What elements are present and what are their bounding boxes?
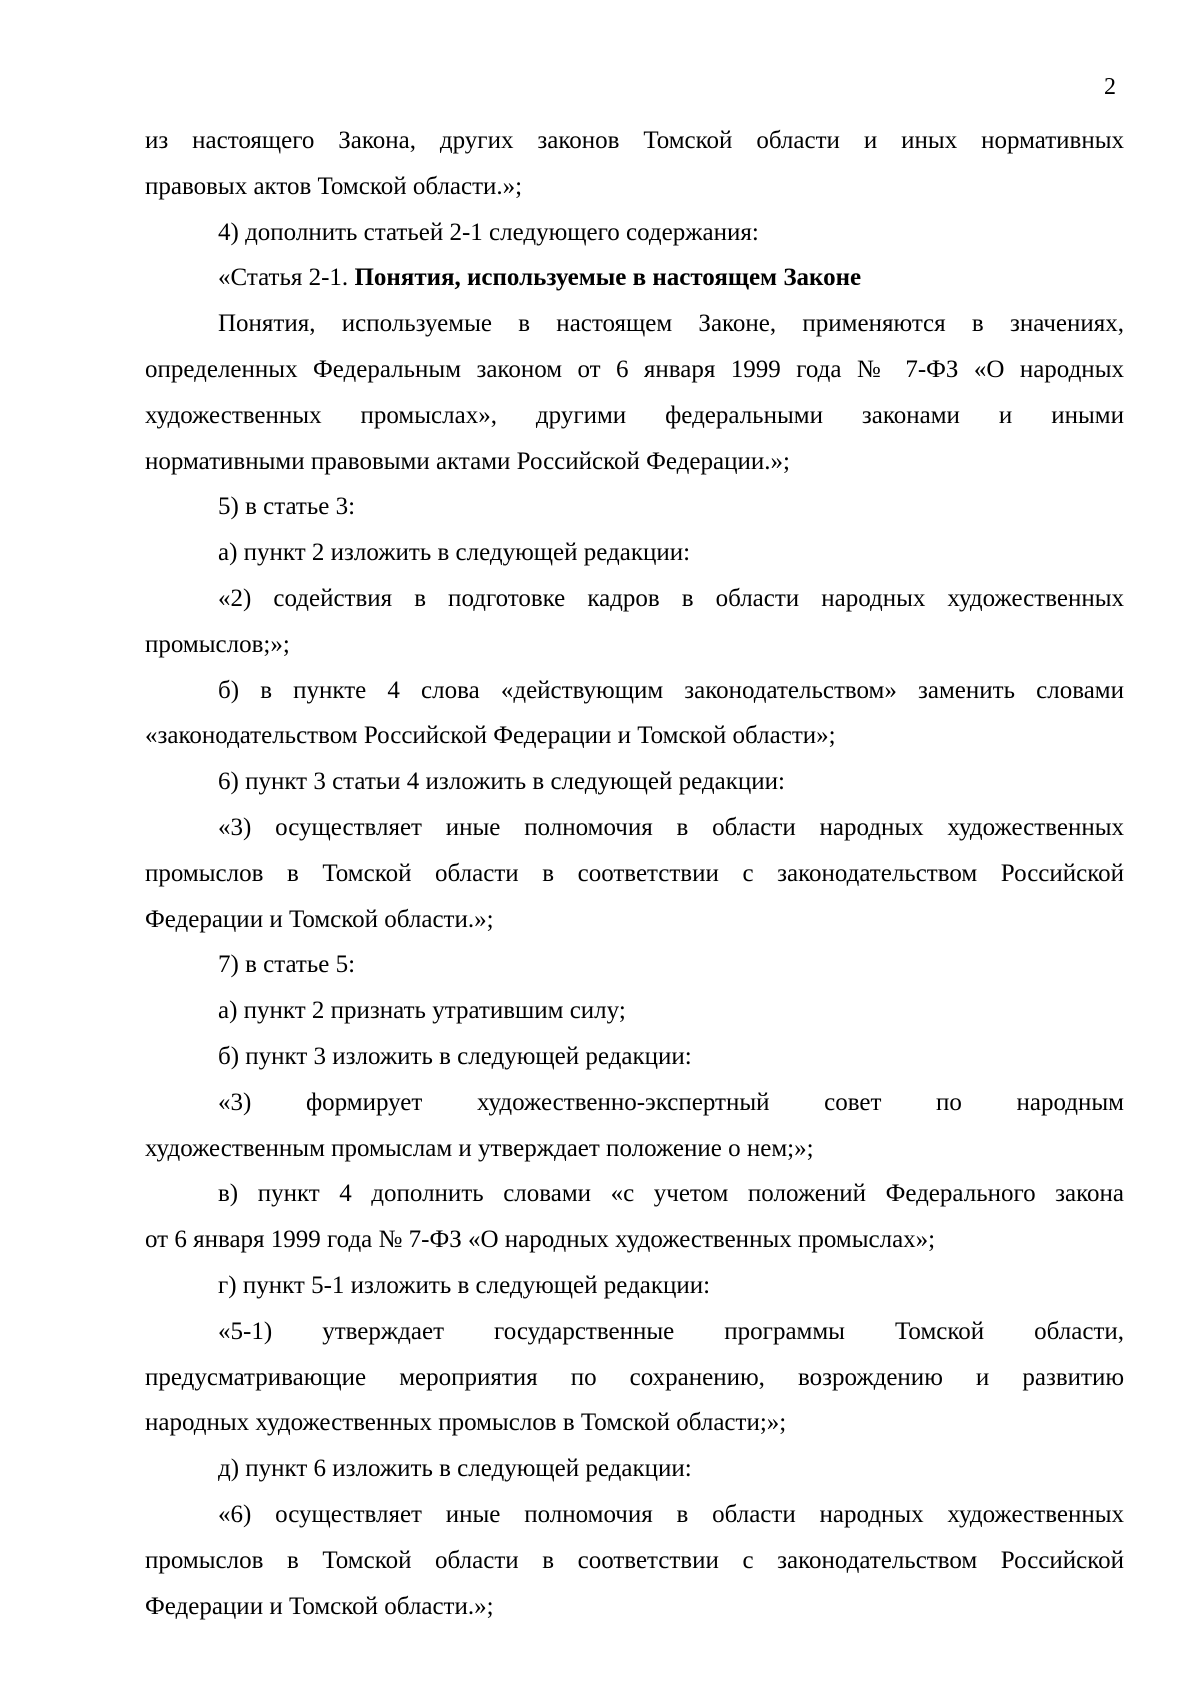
text-line: а) пункт 2 признать утратившим силу; [218, 997, 626, 1025]
text-line: художественных промыслах», другими федеральными законами и иными [145, 401, 1124, 429]
document-body [145, 118, 1124, 1629]
text-line: из настоящего Закона, других законов Томской области и иных нормативных [145, 127, 1124, 154]
text-line: «6) осуществляет иные полномочия в области народных художественных [218, 1500, 1124, 1528]
text-line: д) пункт 6 изложить в следующей редакции: [218, 1455, 692, 1483]
text-line: 7) в статье 5: [218, 951, 356, 979]
text-line: промыслов в Томской области в соответствии с законодательством Российской [145, 1546, 1124, 1574]
text-line: 4) дополнить статьей 2-1 следующего содержания: [218, 218, 759, 246]
text-line: «2) содействия в подготовке кадров в области народных художественных [218, 584, 1124, 612]
text-line: 5) в статье 3: [218, 493, 356, 521]
text-line: 6) пункт 3 статьи 4 изложить в следующей редакции: [218, 768, 785, 796]
article-heading [145, 255, 1124, 301]
text-line: б) в пункте 4 слова «действующим законодательством» заменить словами [218, 676, 1124, 704]
text-line: в) пункт 4 дополнить словами «с учетом положений Федерального закона [218, 1180, 1124, 1208]
page-number: 2 [1104, 74, 1116, 100]
text-line: г) пункт 5-1 изложить в следующей редакции: [218, 1271, 711, 1299]
text-line: Федерации и Томской области.»; [145, 1592, 494, 1620]
text-line: Федерации и Томской области.»; [145, 905, 494, 933]
text-line: б) пункт 3 изложить в следующей редакции: [218, 1042, 692, 1070]
text-line: художественным промыслам и утверждает положение о нем;»; [145, 1134, 814, 1162]
article-number: «Статья 2-1. [218, 264, 355, 292]
text-line: «3) осуществляет иные полномочия в области народных художественных [218, 813, 1124, 841]
article-title: Понятия, используемые в настоящем Законе [354, 264, 862, 292]
text-line: правовых актов Томской области.»; [145, 172, 523, 200]
text-line: предусматривающие мероприятия по сохранению, возрождению и развитию [145, 1363, 1124, 1391]
text-line: а) пункт 2 изложить в следующей редакции: [218, 539, 691, 567]
text-line: «законодательством Российской Федерации и Томской области»; [145, 722, 836, 750]
text-line: промыслов в Томской области в соответствии с законодательством Российской [145, 859, 1124, 887]
text-line: определенных Федеральным законом от 6 января 1999 года № 7-ФЗ «О народных [145, 355, 1124, 383]
text-line: от 6 января 1999 года № 7-ФЗ «О народных художественных промыслах»; [145, 1226, 936, 1254]
text-line: промыслов;»; [145, 630, 290, 658]
text-line: «5-1) утверждает государственные программы Томской области, [218, 1317, 1124, 1345]
text-line: нормативными правовыми актами Российской Федерации.»; [145, 447, 790, 475]
text-line: «3) формирует художественно-экспертный совет по народным [218, 1088, 1124, 1116]
text-line: Понятия, используемые в настоящем Законе, применяются в значениях, [218, 310, 1124, 338]
text-line: народных художественных промыслов в Томской области;»; [145, 1409, 787, 1437]
